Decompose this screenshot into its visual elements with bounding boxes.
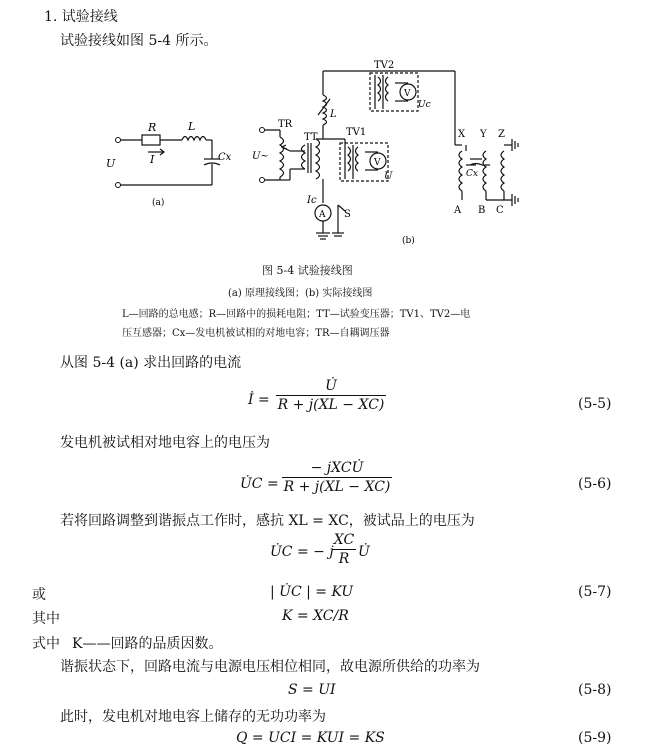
eq57: | U̇C | = KU — [270, 584, 354, 600]
figure-b-diagram — [250, 55, 525, 250]
fig-b-Y: Y — [480, 129, 487, 140]
text-from-fig: 从图 5-4 (a) 求出回路的电流 — [60, 355, 242, 371]
eq58: S = UI — [288, 682, 336, 698]
fig-a-I: I — [150, 153, 155, 166]
eq56-num: − jXCU̇ — [310, 460, 364, 476]
fig-a-R: R — [148, 121, 157, 134]
fig-b-Bbot: B — [478, 205, 486, 216]
text-reactive: 此时，发电机对地电容上储存的无功功率为 — [60, 709, 326, 725]
fig-b-U: U — [384, 171, 393, 182]
fig-b-V1: V — [374, 158, 381, 168]
figure-caption: 图 5-4 试验接线图 — [262, 264, 353, 277]
fig-b-S: S — [344, 209, 351, 220]
section-heading: 1. 试验接线 — [44, 9, 118, 25]
fig-a-U: U — [106, 157, 116, 170]
eq-res-den: R — [338, 551, 350, 567]
eq56-fraction — [282, 460, 392, 495]
intro-text: 试验接线如图 5-4 所示。 — [60, 33, 218, 49]
text-k-def: K——回路的品质因数。 — [72, 636, 223, 652]
eq-k: K = XC/R — [282, 608, 349, 624]
fig-a-L: L — [188, 120, 196, 133]
label-or: 或 — [32, 587, 46, 603]
figure-subcaption: (a) 原理接线图；(b) 实际接线图 — [228, 288, 373, 299]
fig-b-Abot: A — [454, 205, 462, 216]
eq59: Q = UCI = KUI = KS — [236, 730, 385, 746]
fig-b-Uin: U~ — [252, 151, 269, 162]
fig-b-X: X — [458, 129, 466, 140]
fig-b-Z: Z — [498, 129, 505, 140]
text-voltage: 发电机被试相对地电容上的电压为 — [60, 435, 270, 451]
fig-b-Uc: Uc — [418, 100, 431, 110]
eq55-num: U̇ — [325, 378, 337, 394]
fig-b-label: (b) — [402, 236, 415, 246]
fig-b-Cbot: C — [496, 205, 504, 216]
fig-a-label: (a) — [152, 198, 165, 208]
eq56-den: R + j(XL − XC) — [283, 479, 391, 495]
label-where: 其中 — [32, 611, 60, 627]
fig-b-TT: TT — [304, 132, 318, 143]
text-where-label: 式中 — [32, 636, 60, 652]
eq55-lhs: İ = — [248, 392, 270, 408]
eq-res-fraction — [332, 532, 356, 567]
eq55-number: (5-5) — [578, 396, 612, 412]
fig-b-TR: TR — [278, 119, 293, 130]
eq55-den: R + j(XL − XC) — [277, 397, 385, 413]
fig-b-V2: V — [404, 89, 411, 99]
eq58-number: (5-8) — [578, 682, 612, 698]
fig-b-TV1: TV1 — [346, 127, 367, 138]
eq57-number: (5-7) — [578, 584, 612, 600]
fig-b-Cx: Cx — [466, 169, 478, 179]
eq56-lhs: U̇C = — [240, 476, 279, 492]
text-power: 谐振状态下，回路电流与电源电压相位相同，故电源所供给的功率为 — [60, 659, 480, 675]
eq-res-num: XC — [333, 532, 355, 548]
fig-b-L: L — [330, 109, 337, 120]
eq59-number: (5-9) — [578, 730, 612, 746]
fig-a-Cx: Cx — [218, 152, 232, 163]
text-resonance: 若将回路调整到谐振点工作时，感抗 XL = XC，被试品上的电压为 — [60, 513, 475, 529]
fig-b-Ic: Ic — [307, 195, 317, 206]
eq55-fraction — [276, 378, 386, 413]
eq-res-lhs: U̇C = − j — [270, 544, 334, 560]
fig-b-A: A — [319, 210, 326, 220]
eq-res-tail: U̇ — [358, 544, 370, 560]
figure-legend-line1: L—回路的总电感；R—回路中的损耗电阻；TT—试验变压器；TV1、TV2—电 — [122, 309, 471, 320]
figure-a-diagram — [100, 115, 235, 210]
fig-b-TV2: TV2 — [374, 60, 395, 71]
figure-legend-line2: 压互感器；Cx—发电机被试相的对地电容；TR—自耦调压器 — [122, 328, 390, 339]
eq56-number: (5-6) — [578, 476, 612, 492]
